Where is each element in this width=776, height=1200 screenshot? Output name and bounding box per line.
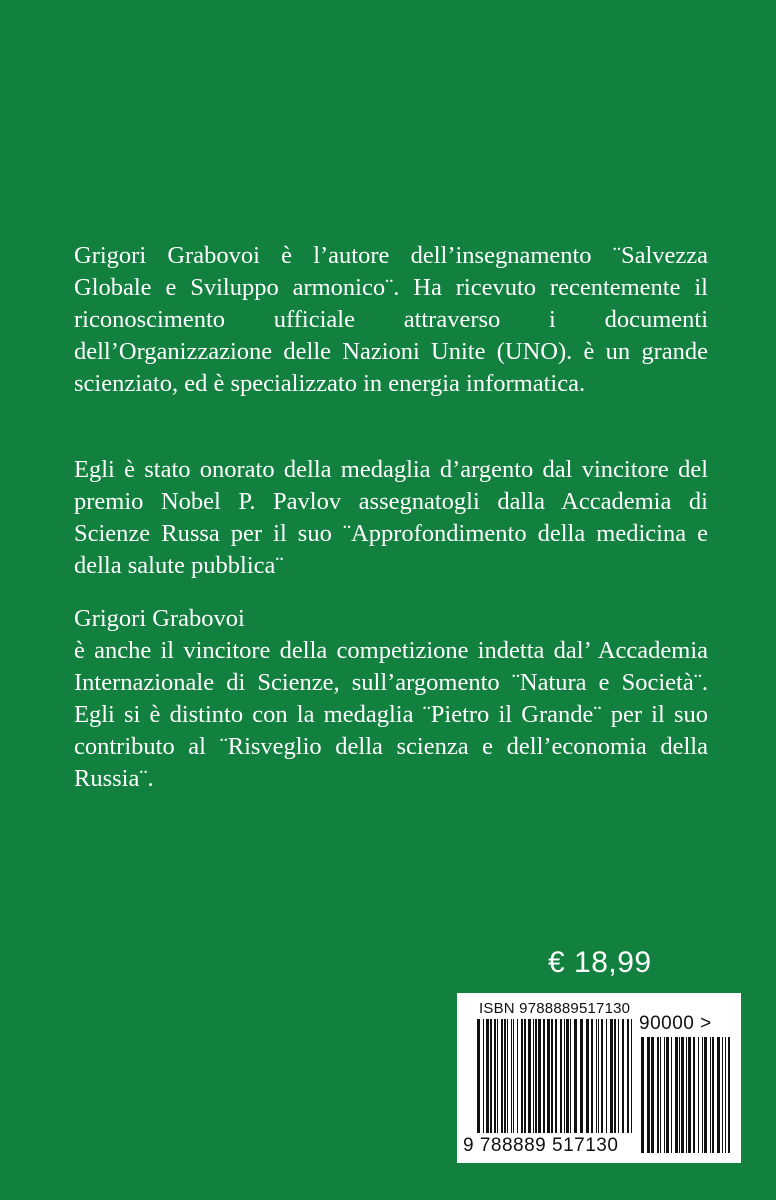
- barcode-bar: [657, 1037, 659, 1153]
- barcode-bar: [547, 1019, 550, 1133]
- barcode-bar: [586, 1019, 589, 1133]
- barcode-bar: [517, 1019, 518, 1133]
- paragraph-2: Egli è stato onorato della medaglia d’argento dal vincitore del premio Nobel P. Pavlov assegnatogli dalla Accademia di Scienze Russa per il suo ¨Approfondimento della medicina e della salute pubblica¨: [74, 456, 708, 579]
- barcode-bar: [538, 1019, 541, 1133]
- barcode-bar: [622, 1019, 624, 1133]
- barcode-bar: [533, 1019, 534, 1133]
- barcode-bar: [497, 1019, 498, 1133]
- barcode-bar: [551, 1019, 553, 1133]
- barcode-bar: [507, 1019, 508, 1133]
- paragraph-1: Grigori Grabovoi è l’autore dell’insegnamento ¨Salvezza Globale e Sviluppo armonico¨. Ha ricevuto recentemente il riconoscimento ufficiale attraverso i documenti dell’Organizzazione delle Nazioni Unite (UNO). è un grande scienziato, ed è specializzato in energia informatica.: [74, 242, 708, 397]
- barcode-bar: [627, 1019, 629, 1133]
- barcode-bar: [647, 1037, 650, 1153]
- barcode-bar: [483, 1019, 484, 1133]
- barcode-bar: [598, 1019, 599, 1133]
- barcode-bar: [618, 1019, 619, 1133]
- barcode-bar: [702, 1037, 703, 1153]
- barcode-bar: [564, 1019, 565, 1133]
- barcode-bar: [535, 1019, 537, 1133]
- main-barcode-bars: [477, 1019, 632, 1133]
- barcode-bar: [722, 1037, 723, 1153]
- paragraph-3: è anche il vincitore della competizione indetta dal’ Accademia Internazionale di Scienze, sull’argomento ¨Natura e Società¨. Egli si è distinto con la medaglia ¨Pietro il Grande¨ per il suo contributo al ¨Risveglio della scienza e dell’economia della Russia¨.: [74, 637, 708, 792]
- barcode-bar: [686, 1037, 687, 1153]
- barcode-bar: [543, 1019, 545, 1133]
- barcode-bar: [717, 1037, 720, 1153]
- barcode-bar: [660, 1037, 661, 1153]
- barcode-bar: [704, 1037, 707, 1153]
- barcode-bar: [524, 1019, 526, 1133]
- barcode-bar: [671, 1037, 672, 1153]
- barcode-bar: [566, 1019, 569, 1133]
- barcode-bar: [614, 1019, 616, 1133]
- barcode-bar: [681, 1037, 684, 1153]
- barcode-bar: [513, 1019, 514, 1133]
- barcode-bar: [504, 1019, 506, 1133]
- barcode: [457, 993, 741, 1163]
- barcode-bar: [560, 1019, 562, 1133]
- barcode-bar: [710, 1037, 711, 1153]
- barcode-bar: [591, 1019, 593, 1133]
- barcode-bar: [693, 1037, 695, 1153]
- barcode-bar: [688, 1037, 691, 1153]
- barcode-bar: [698, 1037, 699, 1153]
- barcode-bar: [511, 1019, 512, 1133]
- addon-barcode-bars: [641, 1037, 730, 1153]
- barcode-bar: [610, 1019, 613, 1133]
- barcode-bar: [574, 1019, 577, 1133]
- barcode-bar: [494, 1019, 496, 1133]
- barcode-bar: [490, 1019, 492, 1133]
- barcode-bar: [606, 1019, 607, 1133]
- barcode-bar: [725, 1037, 726, 1153]
- barcode-bar: [641, 1037, 644, 1153]
- price-label: € 18,99: [548, 946, 652, 979]
- barcode-bar: [651, 1037, 654, 1153]
- barcode-bar: [555, 1019, 557, 1133]
- barcode-bar: [664, 1037, 665, 1153]
- barcode-bar: [679, 1037, 680, 1153]
- barcode-digits: 9 788889 517130: [463, 1135, 619, 1156]
- barcode-bar: [501, 1019, 503, 1133]
- barcode-bar: [580, 1019, 583, 1133]
- barcode-bar: [712, 1037, 714, 1153]
- barcode-bar: [601, 1019, 603, 1133]
- barcode-bar: [528, 1019, 531, 1133]
- barcode-bar: [675, 1037, 678, 1153]
- barcode-bar: [631, 1019, 632, 1133]
- barcode-bar: [486, 1019, 489, 1133]
- barcode-bar: [666, 1037, 669, 1153]
- isbn-label: ISBN 9788889517130: [479, 1000, 631, 1017]
- barcode-bar: [728, 1037, 730, 1153]
- barcode-bar: [477, 1019, 480, 1133]
- barcode-bar: [570, 1019, 571, 1133]
- addon-code: 90000 >: [639, 1013, 712, 1034]
- barcode-bar: [596, 1019, 597, 1133]
- barcode-bar: [521, 1019, 523, 1133]
- paragraph-3-author-name: Grigori Grabovoi: [74, 605, 245, 632]
